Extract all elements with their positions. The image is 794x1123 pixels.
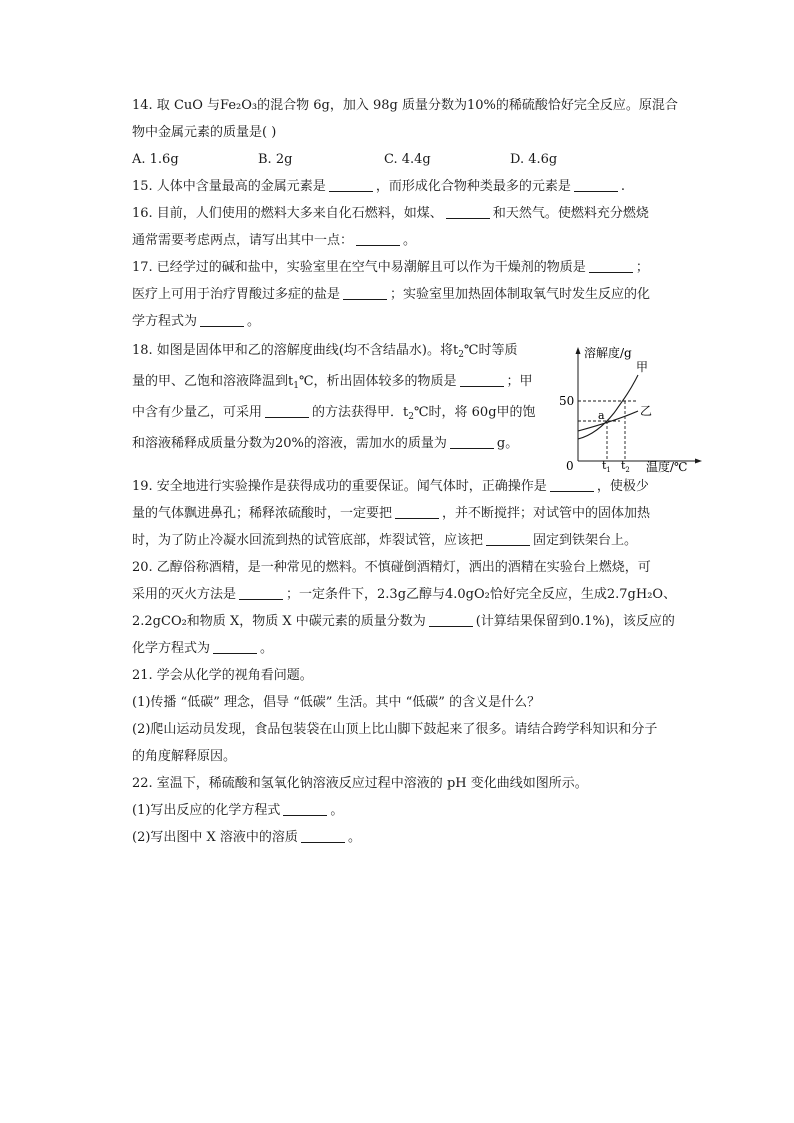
q16-blank-1[interactable] xyxy=(446,203,490,219)
q17-text-d: ；实验室里加热固体制取氧气时发生反应的化 xyxy=(390,287,651,302)
q18-sub-t1: 1 xyxy=(293,381,299,391)
x-tick-t2: $t_2$ xyxy=(621,459,630,473)
q19-line1 xyxy=(132,473,672,500)
q20-text-e: (计算结果保留到0.1%)，该反应的 xyxy=(475,614,675,629)
q17-text-b: ； xyxy=(635,260,649,275)
q16-text-c: 通常需要考虑两点，请写出其中一点： xyxy=(132,233,354,248)
x-tick-t1: $t_1$ xyxy=(602,459,611,473)
q20-blank-2[interactable] xyxy=(429,611,473,627)
q20-line2 xyxy=(132,581,677,608)
q18-blank-1[interactable] xyxy=(460,371,504,387)
q16-text-d: 。 xyxy=(403,233,417,248)
series-yi-label: 乙 xyxy=(640,404,653,418)
q19-text-b: ，使极少 xyxy=(596,479,649,494)
q19-blank-2[interactable] xyxy=(395,503,439,519)
q18-line4 xyxy=(132,428,552,459)
q18-sub-t2b: 2 xyxy=(408,412,414,422)
q18-line3 xyxy=(132,397,552,428)
series-jia-curve xyxy=(578,375,638,439)
q14-line2: 物中金属元素的质量是( ) xyxy=(132,125,277,140)
q15-text-b: ，而形成化合物种类最多的元素是 xyxy=(375,179,571,194)
q20-blank-1[interactable] xyxy=(239,584,283,600)
q18-text-1b: ℃时等质 xyxy=(463,343,518,358)
x-axis-label: 温度/℃ xyxy=(646,460,688,473)
q14-options xyxy=(132,146,672,173)
q18-text-3c: ℃时，将 60g甲的饱 xyxy=(413,405,536,420)
solubility-chart xyxy=(558,339,718,473)
q16-line1 xyxy=(132,200,672,227)
q18-text-4b: g。 xyxy=(496,436,519,451)
q20-text-c: ；一定条件下，2.3g乙醇与4.0gO₂恰好完全反应，生成2.7gH₂O、 xyxy=(286,587,677,602)
q22-text-c: 。 xyxy=(330,803,344,818)
q17-text-a: 17. 已经学过的碱和盐中，实验室里在空气中易潮解且可以作为干燥剂的物质是 xyxy=(132,260,586,275)
q17-line2 xyxy=(132,281,672,308)
q19-blank-3[interactable] xyxy=(486,530,530,546)
q22-text-e: 。 xyxy=(347,830,361,845)
q20-text-b: 采用的灭火方法是 xyxy=(132,587,237,602)
q21-line2: (1)传播 “低碳” 理念，倡导 “低碳” 生活。其中 “低碳” 的含义是什么？ xyxy=(132,695,541,710)
q18-block xyxy=(132,335,688,473)
q16-blank-2[interactable] xyxy=(356,230,400,246)
q17-blank-2[interactable] xyxy=(343,284,387,300)
q16-text-b: 和天然气。使燃料充分燃烧 xyxy=(492,206,649,221)
q21-line4: 的角度解释原因。 xyxy=(132,749,237,764)
q20-text-f: 化学方程式为 xyxy=(132,641,211,656)
q18-line1 xyxy=(132,335,552,366)
q17-text-f: 。 xyxy=(247,314,261,329)
q15-blank-1[interactable] xyxy=(329,176,373,192)
q15-text-c: . xyxy=(620,179,625,194)
y-tick-50: 50 xyxy=(559,394,575,408)
q22-line2 xyxy=(132,797,672,824)
q18-text-3a: 中含有少量乙，可采用 xyxy=(132,405,263,420)
q18-text-2c: ；甲 xyxy=(506,374,533,389)
q19-blank-1[interactable] xyxy=(550,476,594,492)
q17-line3 xyxy=(132,308,672,335)
q18-text-4a: 和溶液稀释成质量分数为20%的溶液，需加水的质量为 xyxy=(132,436,447,451)
q20-line3 xyxy=(132,608,675,635)
q14-option-a[interactable]: A. 1.6g xyxy=(132,152,179,167)
q15-text-a: 15. 人体中含量最高的金属元素是 xyxy=(132,179,326,194)
y-axis-label: 溶解度/g xyxy=(584,346,632,360)
q22-blank-2[interactable] xyxy=(301,827,345,843)
q18-blank-3[interactable] xyxy=(450,433,494,449)
q14-line1: 14. 取 CuO 与Fe₂O₃的混合物 6g，加入 98g 质量分数为10%的稀硫酸恰好完全反应。原混合 xyxy=(132,98,678,113)
q15-line xyxy=(132,173,672,200)
q16-line2 xyxy=(132,227,672,254)
x-axis-arrow xyxy=(695,459,702,464)
q17-line1 xyxy=(132,254,672,281)
q15-blank-2[interactable] xyxy=(574,176,618,192)
q21-line3: (2)爬山运动员发现，食品包装袋在山顶上比山脚下鼓起来了很多。请结合跨学科知识和分子 xyxy=(132,722,658,737)
q14-option-d[interactable]: D. 4.6g xyxy=(510,152,558,167)
q18-sub-t2: 2 xyxy=(458,350,464,360)
q18-text-2b: ℃，析出固体较多的物质是 xyxy=(298,374,457,389)
q22-line3 xyxy=(132,824,672,851)
q18-text-3b: 的方法获得甲．t xyxy=(312,405,409,420)
q21-line1: 21. 学会从化学的视角看问题。 xyxy=(132,668,313,683)
q18-text xyxy=(132,335,552,459)
q18-blank-2[interactable] xyxy=(265,402,309,418)
q19-line2 xyxy=(132,500,672,527)
series-jia-label: 甲 xyxy=(636,360,649,374)
q20-blank-3[interactable] xyxy=(213,638,257,654)
q19-text-f: 固定到铁架台上。 xyxy=(533,533,638,548)
q14-option-c[interactable]: C. 4.4g xyxy=(384,152,431,167)
q17-text-e: 学方程式为 xyxy=(132,314,198,329)
intersection-label-a: a xyxy=(598,409,605,422)
y-axis-arrow xyxy=(576,347,581,354)
q22-line1: 22. 室温下，稀硫酸和氢氧化钠溶液反应过程中溶液的 pH 变化曲线如图所示。 xyxy=(132,776,588,791)
origin-label: 0 xyxy=(566,459,574,473)
q20-line1: 20. 乙醇俗称酒精，是一种常见的燃料。不慎碰倒酒精灯，洒出的酒精在实验台上燃烧，可 xyxy=(132,560,651,575)
q17-blank-3[interactable] xyxy=(200,311,244,327)
q20-text-g: 。 xyxy=(260,641,274,656)
q17-text-c: 医疗上可用于治疗胃酸过多症的盐是 xyxy=(132,287,341,302)
q16-text-a: 16. 目前，人们使用的燃料大多来自化石燃料，如煤、 xyxy=(132,206,443,221)
q19-text-d: ，并不断搅拌；对试管中的固体加热 xyxy=(442,506,651,521)
question-page xyxy=(132,92,688,851)
q18-text-2a: 量的甲、乙饱和溶液降温到t xyxy=(132,374,294,389)
q17-blank-1[interactable] xyxy=(589,257,633,273)
q19-text-a: 19. 安全地进行实验操作是获得成功的重要保证。闻气体时，正确操作是 xyxy=(132,479,547,494)
q22-blank-1[interactable] xyxy=(283,800,327,816)
q20-line4 xyxy=(132,635,672,662)
q22-text-b: (1)写出反应的化学方程式 xyxy=(132,803,281,818)
q20-text-d: 2.2gCO₂和物质 X，物质 X 中碳元素的质量分数为 xyxy=(132,614,426,629)
q18-line2 xyxy=(132,366,552,397)
q19-text-e: 时，为了防止冷凝水回流到热的试管底部，炸裂试管，应该把 xyxy=(132,533,484,548)
q19-text-c: 量的气体飘进鼻孔；稀释浓硫酸时，一定要把 xyxy=(132,506,393,521)
q14-option-b[interactable]: B. 2g xyxy=(258,152,293,167)
q22-text-d: (2)写出图中 X 溶液中的溶质 xyxy=(132,830,298,845)
q18-text-1a: 18. 如图是固体甲和乙的溶解度曲线(均不含结晶水)。将t xyxy=(132,343,459,358)
q19-line3 xyxy=(132,527,672,554)
